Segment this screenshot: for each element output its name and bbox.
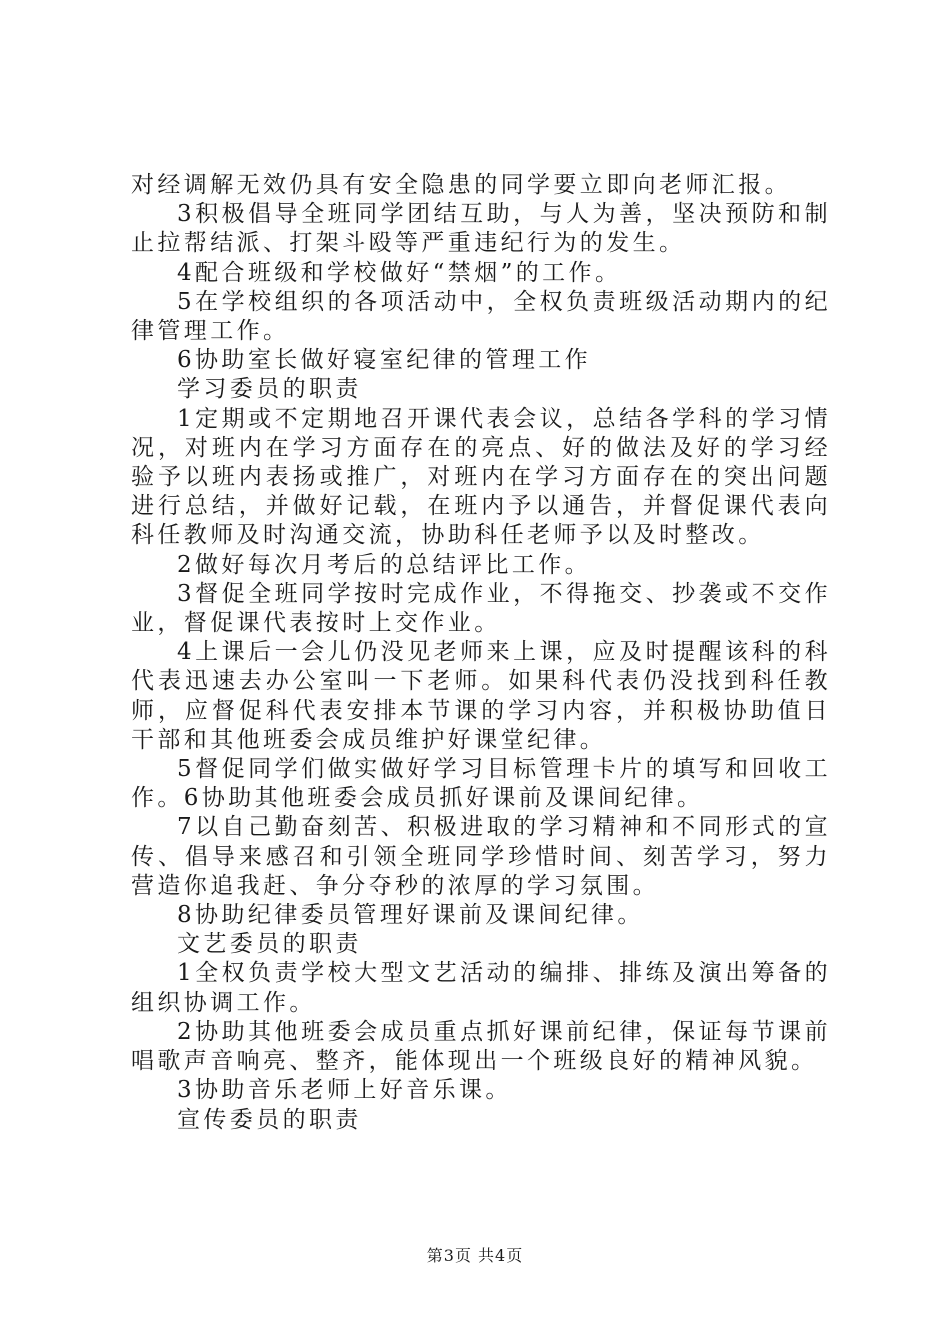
paragraph: 对经调解无效仍具有安全隐患的同学要立即向老师汇报。	[131, 172, 791, 198]
page-footer: 第3页 共4页	[426, 1246, 524, 1265]
paragraph: 3积极倡导全班同学团结互助，与人为善，坚决预防和制止拉帮结派、打架斗殴等严重违纪行为的发生。	[131, 201, 831, 257]
paragraph: 6协助室长做好寝室纪律的管理工作	[177, 347, 592, 374]
paragraph: 1定期或不定期地召开课代表会议，总结各学科的学习情况，对班内在学习方面存在的亮点、好的做法及好的学习经验予以班内表扬或推广，对班内在学习方面存在的突出问题进行总结，并做好记载，在班内予以通告，并督促课代表向科任教师及时沟通交流，协助科任老师予以及时整改。	[131, 405, 831, 549]
paragraph: 5督促同学们做实做好学习目标管理卡片的填写和回收工作。6协助其他班委会成员抓好课前及课间纪律。	[131, 756, 831, 812]
paragraph: 2协助其他班委会成员重点抓好课前纪律，保证每节课前唱歌声音响亮、整齐，能体现出一个班级良好的精神风貌。	[131, 1018, 831, 1075]
paragraph: 3督促全班同学按时完成作业，不得拖交、抄袭或不交作业，督促课代表按时上交作业。	[131, 580, 831, 637]
document-body	[131, 171, 831, 1135]
section-heading: 宣传委员的职责	[177, 1106, 362, 1133]
paragraph: 8协助纪律委员管理好课前及课间纪律。	[177, 902, 644, 929]
paragraph: 4上课后一会儿仍没见老师来上课，应及时提醒该科的科代表迅速去办公室叫一下老师。如果科代表仍没找到科任教师，应督促科代表安排本节课的学习内容，并积极协助值日干部和其他班委会成员维护好课堂纪律。	[131, 639, 831, 753]
paragraph: 2做好每次月考后的总结评比工作。	[177, 551, 592, 578]
paragraph: 1全权负责学校大型文艺活动的编排、排练及演出筹备的组织协调工作。	[131, 960, 831, 1016]
paragraph: 4配合班级和学校做好“禁烟”的工作。	[177, 259, 622, 286]
paragraph: 3协助音乐老师上好音乐课。	[177, 1077, 512, 1104]
section-heading: 文艺委员的职责	[177, 931, 362, 958]
paragraph: 7以自己勤奋刻苦、积极进取的学习精神和不同形式的宣传、倡导来感召和引领全班同学珍惜时间、刻苦学习，努力营造你追我赶、争分夺秒的浓厚的学习氛围。	[131, 814, 831, 899]
paragraph: 5在学校组织的各项活动中，全权负责班级活动期内的纪律管理工作。	[131, 288, 831, 345]
section-heading: 学习委员的职责	[177, 376, 362, 403]
